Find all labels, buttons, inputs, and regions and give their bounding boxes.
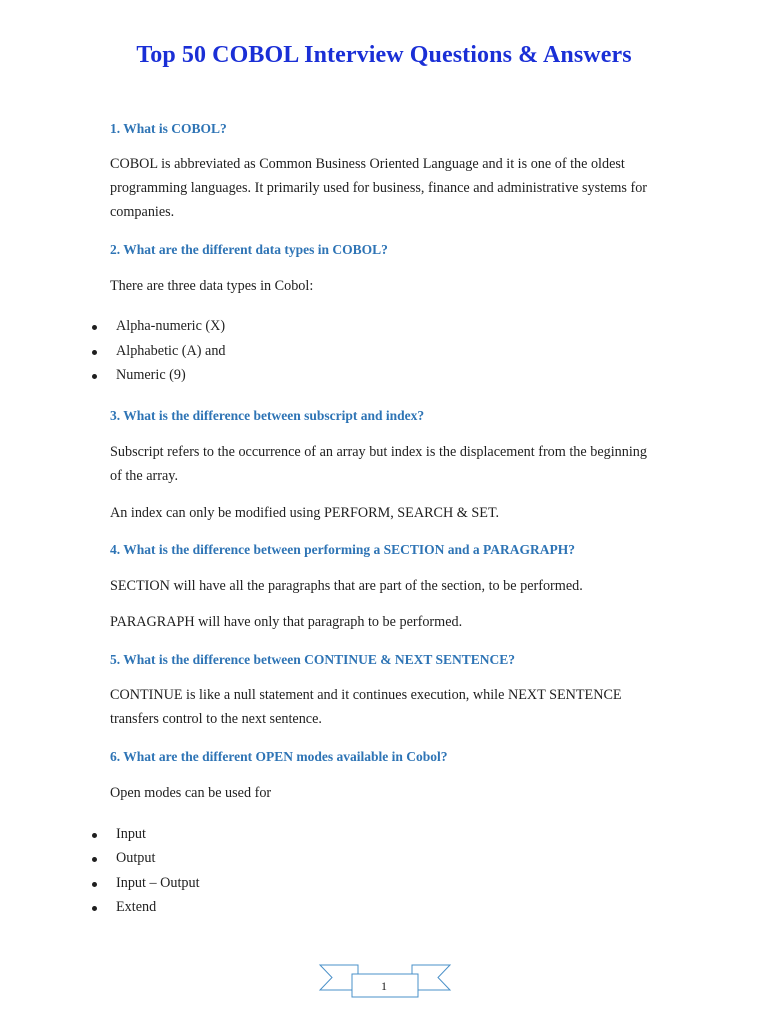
document-page: Top 50 COBOL Interview Questions & Answers 1. What is COBOL? COBOL is abbreviated as Common Business Oriented Language and it is one of the oldest programming languages. It primarily used for business, finance and administrative systems for companies. 2. What are the different data types in COBOL? There are three data types in Cobol: Alpha-numeric (X) Alphabetic (A) and Numeric (9) 3. What is the difference between subscript and index? Subscript refers to the occurrence of an array but index is the displacement from the beginning of the array. An index can only be modified using PERFORM, SEARCH & SET. 4. What is the difference between performing a SECTION and a PARAGRAPH? SECTION will have all the paragraphs that are part of the section, to be performed. PARAGRAPH will have only that paragraph to be performed. 5. What is the difference between CONTINUE & NEXT SENTENCE? CONTINUE is like a null statement and it continues execution, while NEXT SENTENCE transfers control to the next sentence. 6. What are the different OPEN modes available in Cobol? Open modes can be used for Input Output Input – Output Extend 1: [0, 0, 768, 1024]
answer-3-paragraph-2: An index can only be modified using PERFORM, SEARCH & SET.: [110, 505, 500, 521]
bullet-icon: [92, 857, 97, 862]
answer-3-paragraph: Subscript refers to the occurrence of an array but index is the displacement from the beginning of the array.: [110, 444, 647, 484]
answer-1-paragraph: COBOL is abbreviated as Common Business Oriented Language and it is one of the oldest programming languages. It primarily used for business, finance and administrative systems for companies.: [110, 156, 648, 220]
answer-6-intro: Open modes can be used for: [110, 785, 272, 801]
question-2-heading: 2. What are the different data types in COBOL?: [110, 242, 388, 257]
answer-4-paragraph-2: PARAGRAPH will have only that paragraph to be performed.: [110, 614, 463, 630]
question-6-heading: 6. What are the different OPEN modes available in Cobol?: [110, 749, 448, 764]
bullet-icon: [92, 374, 97, 379]
bullet-icon: [92, 906, 97, 911]
question-3-heading: 3. What is the difference between subscript and index?: [110, 408, 425, 423]
page-title: Top 50 COBOL Interview Questions & Answers: [136, 42, 632, 68]
question-1-heading: 1. What is COBOL?: [110, 121, 227, 136]
answer-2-intro: There are three data types in Cobol:: [110, 278, 314, 294]
bullet-icon: [92, 325, 97, 330]
bullet-icon: [92, 350, 97, 355]
bullet-icon: [92, 833, 97, 838]
answer-4-paragraph: SECTION will have all the paragraphs that are part of the section, to be performed.: [110, 578, 583, 594]
answer-5-paragraph: CONTINUE is like a null statement and it continues execution, while NEXT SENTENCE transfers control to the next sentence.: [110, 687, 622, 727]
question-4-heading: 4. What is the difference between performing a SECTION and a PARAGRAPH?: [110, 542, 575, 557]
bullet-icon: [92, 882, 97, 887]
page-number: 1: [381, 979, 387, 993]
question-5-heading: 5. What is the difference between CONTINUE & NEXT SENTENCE?: [110, 652, 516, 667]
